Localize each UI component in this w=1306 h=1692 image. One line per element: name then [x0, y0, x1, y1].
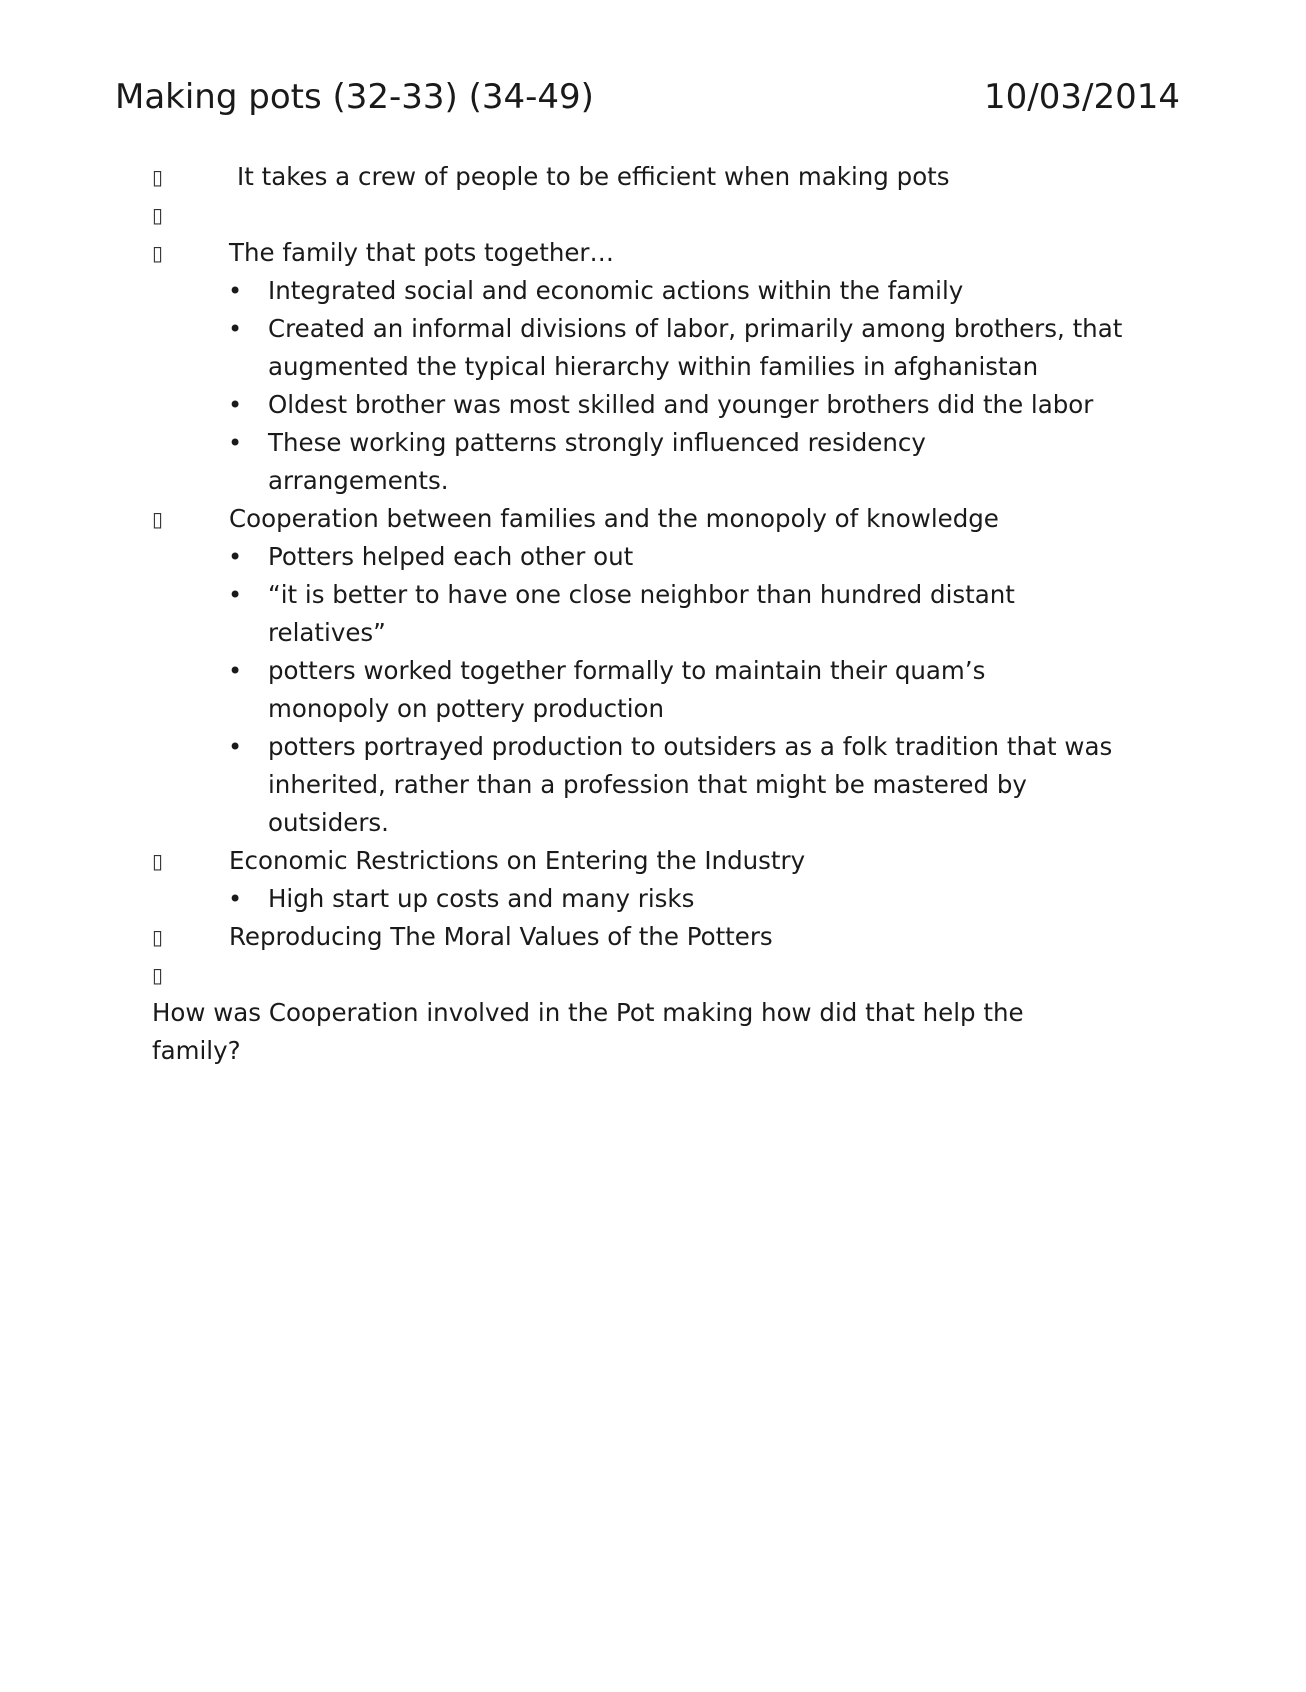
- list-item: [152, 424, 1152, 500]
- list-item-text: Created an informal divisions of labor, primarily among brothers, that augmented the typical hierarchy within families in afghanistan: [268, 314, 1123, 381]
- question-paragraph: How was Cooperation involved in the Pot making how did that help the family?: [152, 998, 1024, 1065]
- bullet-icon: •: [228, 543, 243, 571]
- list-item: [152, 538, 1152, 576]
- page-date: 10/03/2014: [984, 77, 1180, 117]
- notes-body: [152, 158, 1152, 1070]
- outline-item-text: It takes a crew of people to be efficient when making pots: [237, 162, 950, 191]
- list-item: [152, 386, 1152, 424]
- list-item-text: Potters helped each other out: [268, 542, 634, 571]
- list-item: [152, 880, 1152, 918]
- bullet-icon: •: [228, 733, 243, 761]
- missing-glyph-icon: ▯: [152, 507, 164, 531]
- page-header: [115, 72, 1180, 122]
- outline-item: [152, 500, 1152, 538]
- list-item-text: High start up costs and many risks: [268, 884, 695, 913]
- outline-item: [152, 234, 1152, 272]
- list-item: [152, 310, 1152, 386]
- list-item: [152, 576, 1152, 652]
- bullet-icon: •: [228, 277, 243, 305]
- list-item-text: “it is better to have one close neighbor than hundred distant relatives”: [268, 580, 1015, 647]
- list-item: [152, 652, 1152, 728]
- missing-glyph-icon: ▯: [152, 241, 164, 265]
- outline-item-text: Economic Restrictions on Entering the Industry: [229, 846, 806, 875]
- bullet-icon: •: [228, 657, 243, 685]
- list-item-text: These working patterns strongly influenced residency arrangements.: [268, 428, 926, 495]
- sub-list: [152, 272, 1152, 500]
- list-item-text: potters worked together formally to maintain their quam’s monopoly on pottery production: [268, 656, 986, 723]
- outline-item: [152, 918, 1152, 956]
- missing-glyph-icon: ▯: [152, 963, 164, 987]
- bullet-icon: •: [228, 429, 243, 457]
- missing-glyph-icon: ▯: [152, 165, 164, 189]
- outline-item: [152, 158, 1152, 196]
- missing-glyph-icon: ▯: [152, 849, 164, 873]
- page-title: Making pots (32-33) (34-49): [115, 77, 594, 117]
- outline-item: [152, 956, 1152, 994]
- outline-item-text: The family that pots together…: [229, 238, 615, 267]
- bullet-icon: •: [228, 885, 243, 913]
- outline-item: [152, 196, 1152, 234]
- outline-item: [152, 842, 1152, 880]
- missing-glyph-icon: ▯: [152, 925, 164, 949]
- bullet-icon: •: [228, 581, 243, 609]
- list-item-text: Integrated social and economic actions within the family: [268, 276, 964, 305]
- sub-list: [152, 880, 1152, 918]
- list-item: [152, 728, 1152, 842]
- list-item: [152, 272, 1152, 310]
- bullet-icon: •: [228, 315, 243, 343]
- missing-glyph-icon: ▯: [152, 203, 164, 227]
- outline-item-text: Reproducing The Moral Values of the Potters: [229, 922, 773, 951]
- outline-item-text: Cooperation between families and the monopoly of knowledge: [229, 504, 999, 533]
- bullet-icon: •: [228, 391, 243, 419]
- list-item-text: Oldest brother was most skilled and younger brothers did the labor: [268, 390, 1094, 419]
- list-item-text: potters portrayed production to outsiders as a folk tradition that was inherited, rather than a profession that might be mastered by outsiders.: [268, 732, 1113, 837]
- sub-list: [152, 538, 1152, 842]
